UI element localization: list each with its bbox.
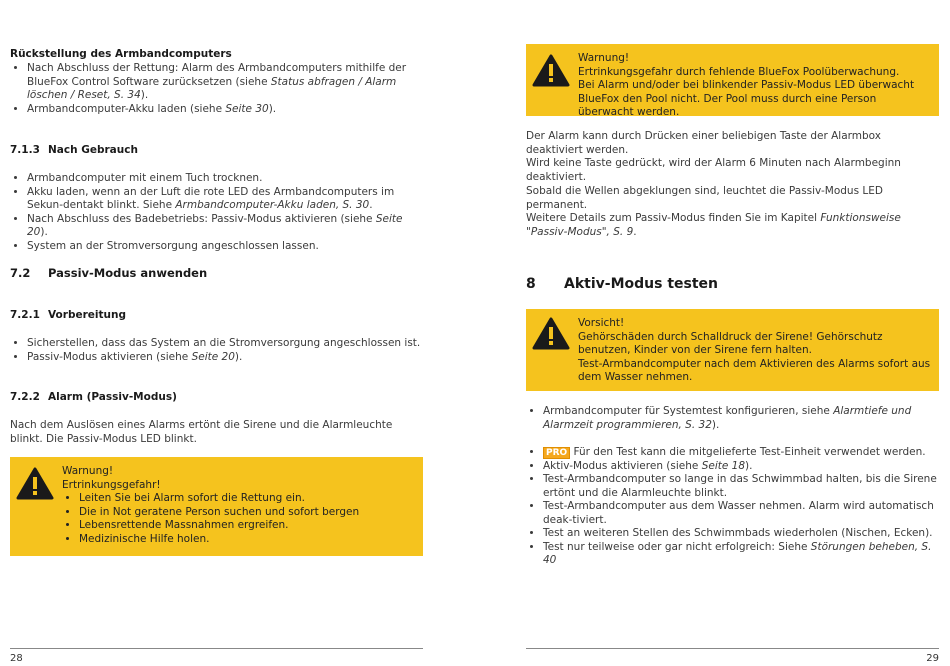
list-item: • Test-Armbandcomputer so lange in das Schwimmbad halten, bis die Sirene ertönt und die Alarmleuchte blinkt. — [543, 473, 939, 500]
s722-paragraph: Nach dem Auslösen eines Alarms ertönt die Sirene und die Alarmleuchte blinkt. Die Passiv-Modus LED blinkt. — [10, 419, 393, 445]
list-item: • Aktiv-Modus aktivieren (siehe Seite 18). — [543, 460, 939, 474]
warning-title: Warnung — [578, 52, 625, 64]
list-item: • Die in Not geratene Person suchen und sofort bergen — [79, 506, 419, 520]
list-item: • Medizinische Hilfe holen. — [79, 533, 419, 547]
footer-rule — [10, 648, 423, 649]
warning-title: Warnung — [62, 465, 109, 477]
list-item: • Leiten Sie bei Alarm sofort die Rettung ein. — [79, 492, 419, 506]
section-7-2-heading: 7.2 Passiv-Modus anwenden — [10, 266, 208, 280]
page-number: 29 — [926, 653, 939, 664]
list-item: • Akku laden, wenn an der Luft die rote LED des Armbandcomputers im Sekun-dentakt blinkt. Siehe Armbandcomputer-Akku laden, S. 30. — [27, 186, 423, 213]
pro-badge: PRO — [543, 447, 570, 459]
passiv-details-paragraph: Weitere Details zum Passiv-Modus finden Sie im Kapitel Funktionsweise "Passiv-Modus", S. 9. — [526, 212, 901, 238]
warning-text: Ertrinkungsgefahr durch fehlende BlueFox Poolüberwachung. — [578, 65, 900, 78]
list-item: • Nach Abschluss des Badebetriebs: Passiv-Modus aktivieren (siehe Seite 20). — [27, 213, 423, 240]
test-steps-list — [526, 446, 939, 568]
list-item: • Nach Abschluss der Rettung: Alarm des Armbandcomputers mithilfe der BlueFox Control Software zurücksetzen (siehe Status abfragen / Alarm löschen / Reset, S. 34). — [27, 62, 423, 103]
list-item: • Armbandcomputer für Systemtest konfigurieren, siehe Alarmtiefe und Alarmzeit programmieren, S. 32). — [543, 405, 939, 432]
caution-text: Gehörschäden durch Schalldruck der Sirene! Gehörschutz benutzen, Kinder von der Sirene fern halten. — [578, 330, 883, 356]
section-7-1-3-heading: 7.1.3 Nach Gebrauch — [10, 144, 138, 156]
warning-box-right — [526, 44, 939, 116]
reset-list — [10, 62, 423, 116]
caution-text: Test-Armbandcomputer nach dem Aktivieren des Alarms sofort aus dem Wasser nehmen. — [578, 357, 931, 383]
caution-box — [526, 309, 939, 391]
list-item: • Test-Armbandcomputer aus dem Wasser nehmen. Alarm wird automatisch deak-tiviert. — [543, 500, 939, 527]
right-page — [526, 0, 939, 663]
warning-exclamation: ! — [624, 52, 630, 64]
list-item: • Lebensrettende Massnahmen ergreifen. — [79, 519, 419, 533]
paragraph: Wird keine Taste gedrückt, wird der Alarm 6 Minuten nach Alarmbeginn deaktiviert. — [526, 157, 901, 183]
reset-heading: Rückstellung des Armbandcomputers — [10, 48, 232, 60]
list-item: • PRO Für den Test kann die mitgelieferte Test-Einheit verwendet werden. — [543, 446, 939, 460]
page-number: 28 — [10, 653, 23, 664]
paragraph: Der Alarm kann durch Drücken einer beliebigen Taste der Alarmbox deaktiviert werden. — [526, 130, 881, 156]
list-item: • Passiv-Modus aktivieren (siehe Seite 20). — [27, 351, 423, 365]
list-item: • System an der Stromversorgung angeschlossen lassen. — [27, 240, 423, 254]
s713-list — [10, 172, 423, 253]
config-list — [526, 405, 939, 432]
paragraph: Sobald die Wellen abgeklungen sind, leuchtet die Passiv-Modus LED permanent. — [526, 185, 883, 211]
warning-triangle-icon — [16, 467, 54, 500]
warning-exclamation: ! — [108, 465, 114, 477]
alarm-paragraph — [526, 130, 939, 184]
warning-content — [62, 465, 419, 546]
warning-text: Bei Alarm und/oder bei blinkender Passiv-Modus LED überwacht BlueFox den Pool nicht. Der Pool muss durch eine Person überwacht werden. — [578, 79, 915, 118]
left-page — [10, 0, 423, 663]
list-item: • Test nur teilweise oder gar nicht erfolgreich: Siehe Störungen beheben, S. 40 — [543, 541, 939, 568]
warning-content — [578, 52, 935, 120]
list-item: • Armbandcomputer mit einem Tuch trocknen. — [27, 172, 423, 186]
section-8-heading: 8 Aktiv-Modus testen — [526, 276, 718, 292]
list-item: • Test an weiteren Stellen des Schwimmbads wiederholen (Nischen, Ecken). — [543, 527, 939, 541]
list-item: • Sicherstellen, dass das System an die Stromversorgung angeschlossen ist. — [27, 337, 423, 351]
caution-title: Vorsicht! — [578, 317, 625, 329]
list-item: • Armbandcomputer-Akku laden (siehe Seite 30). — [27, 103, 423, 117]
warning-line: Ertrinkungsgefahr! — [62, 478, 161, 491]
warning-triangle-icon — [532, 54, 570, 87]
warning-box-left — [10, 457, 423, 556]
warning-triangle-icon — [532, 317, 570, 350]
s721-list — [10, 337, 423, 364]
section-7-2-2-heading: 7.2.2 Alarm (Passiv-Modus) — [10, 391, 177, 403]
section-7-2-1-heading: 7.2.1 Vorbereitung — [10, 309, 126, 321]
footer-rule — [526, 648, 939, 649]
caution-content — [578, 317, 935, 385]
